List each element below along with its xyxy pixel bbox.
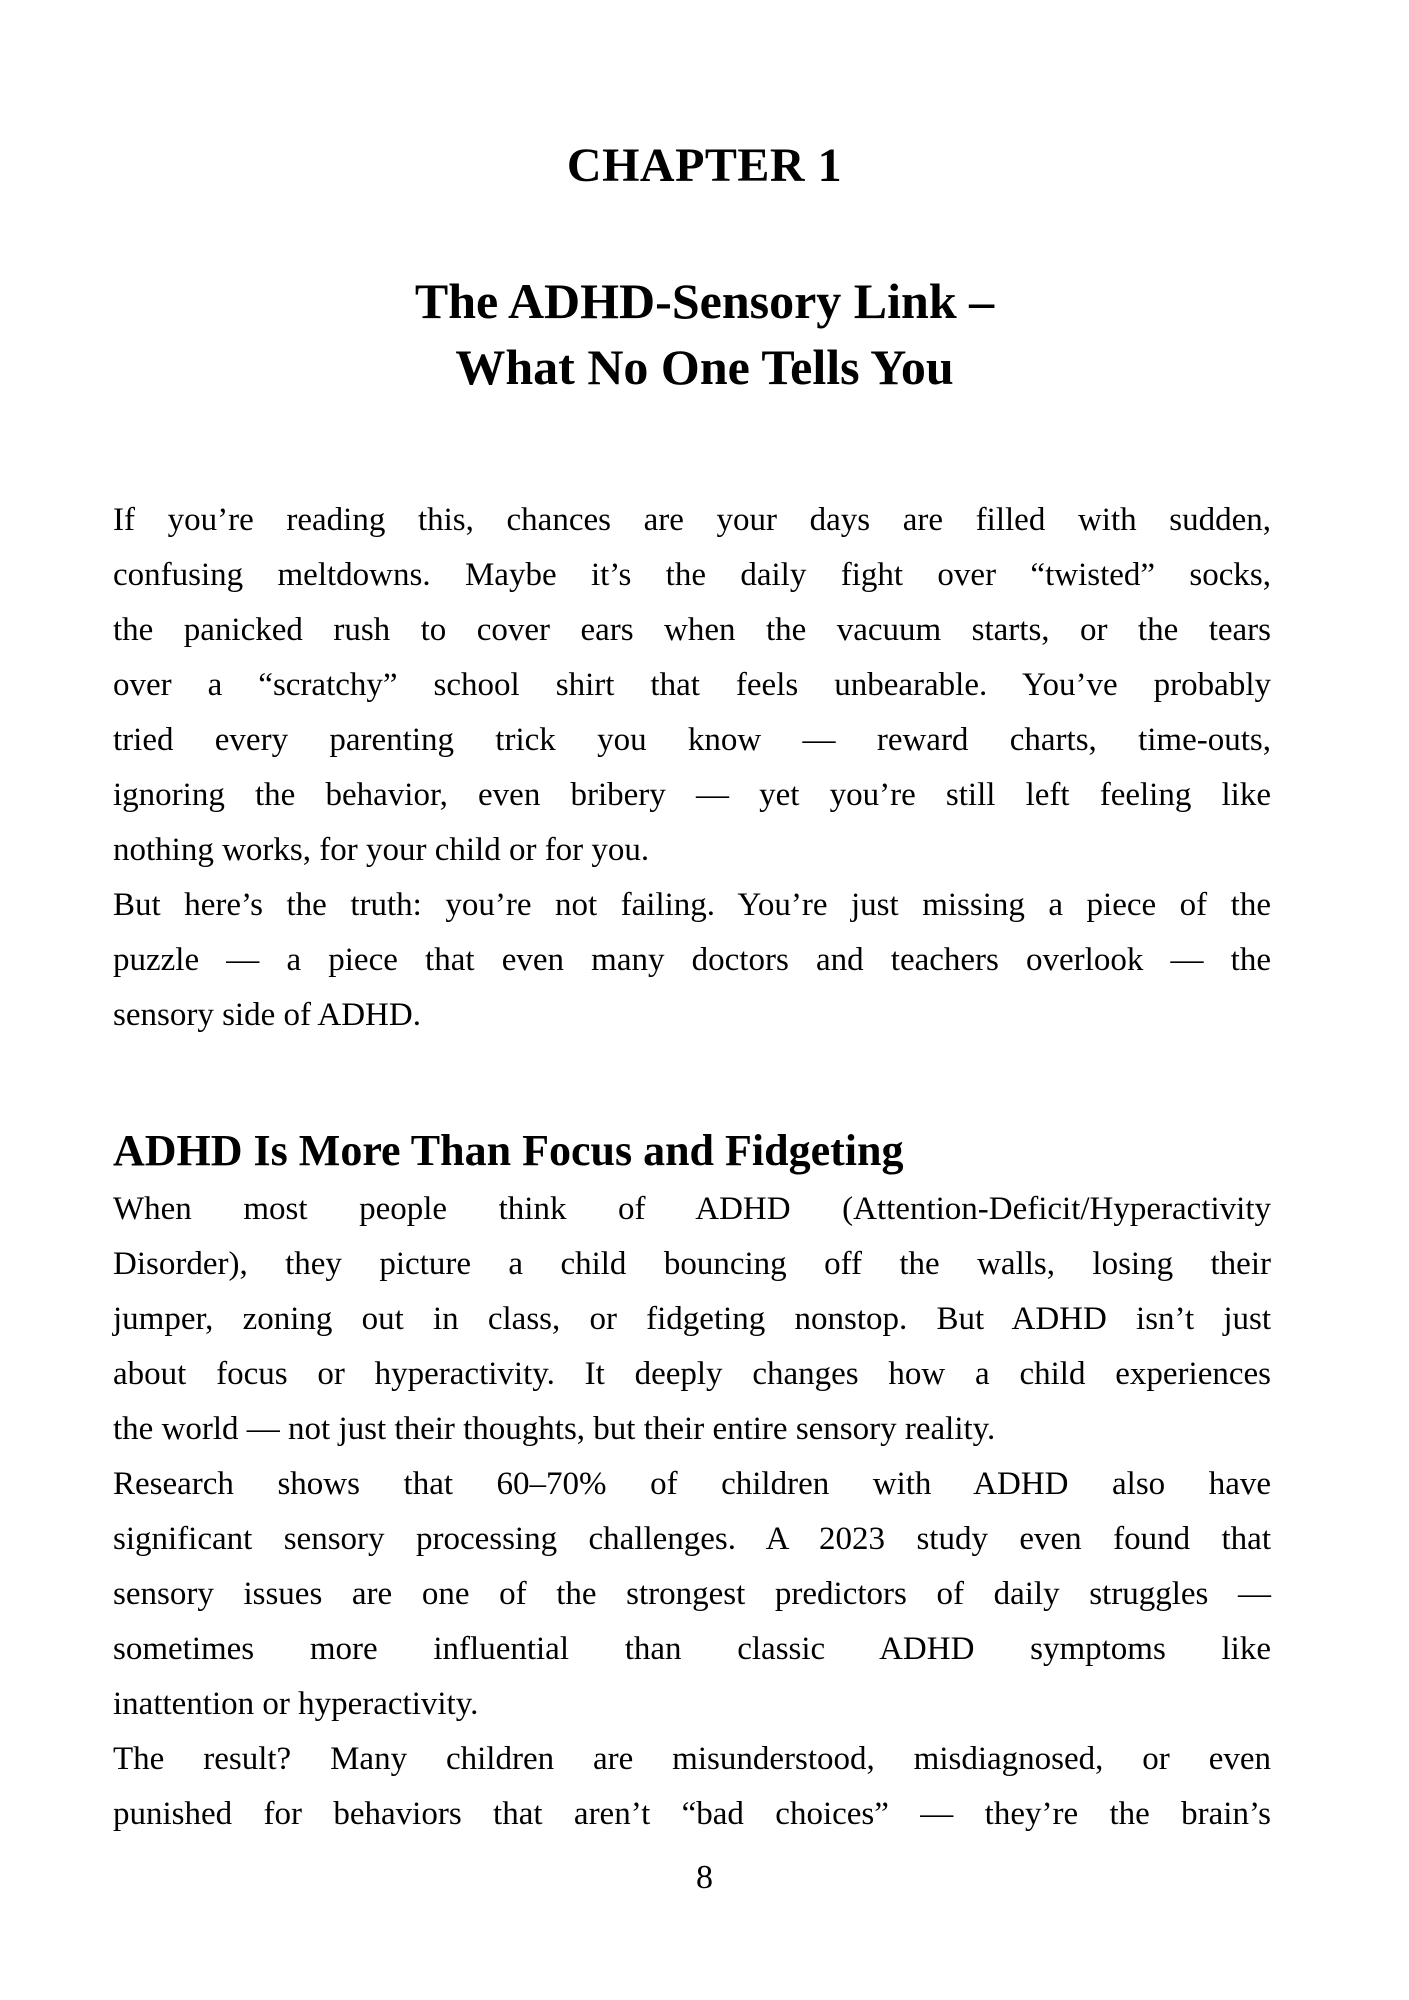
paragraph <box>113 1182 1271 1457</box>
body-line: sometimes more influential than classic ADHD symptoms like <box>113 1631 1271 1667</box>
paragraph <box>113 1732 1271 1842</box>
body-line: significant sensory processing challenges. A 2023 study even found that <box>113 1521 1271 1557</box>
body-line: the panicked rush to cover ears when the vacuum starts, or the tears <box>113 612 1271 648</box>
body-line: sensory issues are one of the strongest predictors of daily struggles — <box>113 1576 1271 1612</box>
body-line: inattention or hyperactivity. <box>113 1686 479 1722</box>
body-line: nothing works, for your child or for you. <box>113 832 650 868</box>
paragraph <box>113 493 1271 878</box>
body-line: ignoring the behavior, even bribery — yet you’re still left feeling like <box>113 777 1271 813</box>
section-heading: ADHD Is More Than Focus and Fidgeting <box>113 1126 904 1175</box>
body-line: confusing meltdowns. Maybe it’s the daily fight over “twisted” socks, <box>113 557 1271 593</box>
chapter-title-line-1: The ADHD-Sensory Link – <box>414 273 995 329</box>
chapter-title <box>0 268 1409 400</box>
body-line: over a “scratchy” school shirt that feels unbearable. You’ve probably <box>113 667 1271 703</box>
chapter-heading: CHAPTER 1 <box>566 139 843 192</box>
body-line: Disorder), they picture a child bouncing off the walls, losing their <box>113 1246 1271 1282</box>
body-line: about focus or hyperactivity. It deeply changes how a child experiences <box>113 1356 1271 1392</box>
paragraph <box>113 1457 1271 1732</box>
paragraph <box>113 878 1271 1043</box>
page-number: 8 <box>696 1859 713 1896</box>
chapter-title-line-2: What No One Tells You <box>455 339 954 395</box>
body-line: the world — not just their thoughts, but their entire sensory reality. <box>113 1411 996 1447</box>
body-line: puzzle — a piece that even many doctors and teachers overlook — the <box>113 942 1271 978</box>
body-line: But here’s the truth: you’re not failing. You’re just missing a piece of the <box>113 887 1271 923</box>
body-line: jumper, zoning out in class, or fidgeting nonstop. But ADHD isn’t just <box>113 1301 1271 1337</box>
body-line: sensory side of ADHD. <box>113 997 421 1033</box>
body-line: tried every parenting trick you know — reward charts, time-outs, <box>113 722 1271 758</box>
body-line: When most people think of ADHD (Attention-Deficit/Hyperactivity <box>113 1191 1271 1227</box>
body-line: The result? Many children are misunderstood, misdiagnosed, or even <box>113 1741 1271 1777</box>
body-content <box>113 493 1271 1842</box>
body-line: If you’re reading this, chances are your days are filled with sudden, <box>113 502 1271 538</box>
body-line: Research shows that 60–70% of children with ADHD also have <box>113 1466 1271 1502</box>
body-line: punished for behaviors that aren’t “bad choices” — they’re the brain’s <box>113 1796 1271 1832</box>
